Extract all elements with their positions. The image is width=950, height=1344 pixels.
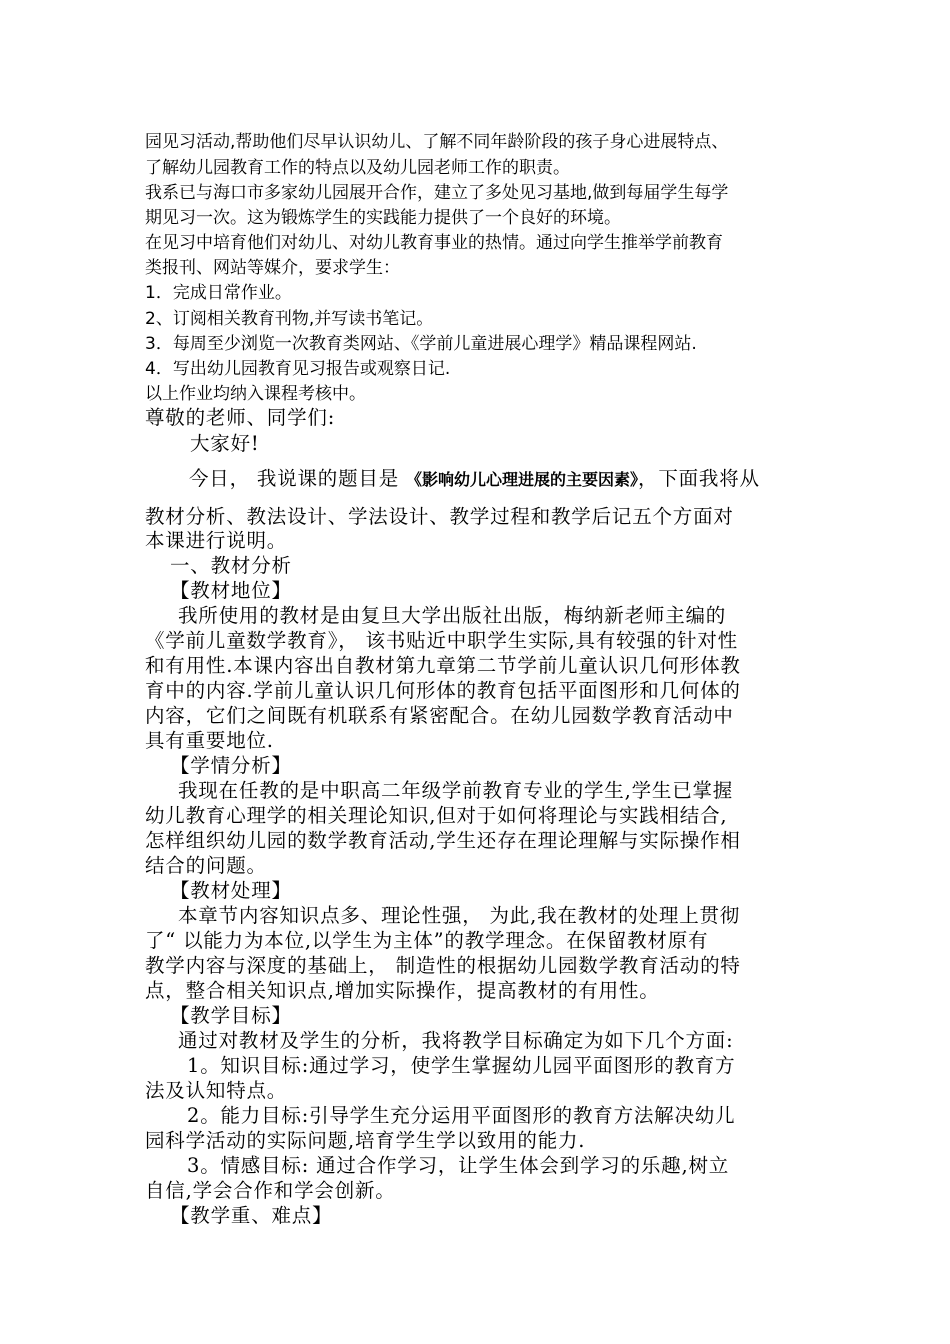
goal-knowledge-line-1: 1。知识目标:通过学习，使学生掌握幼儿园平面图形的教育方 bbox=[187, 1054, 736, 1077]
processing-line-1: 本章节内容知识点多、理论性强， 为此,我在教材的处理上贯彻 bbox=[178, 904, 741, 927]
goal-ability-line-2: 园科学活动的实际问题,培育学生学以致用的能力. bbox=[145, 1129, 586, 1152]
topic-prefix: 今日， 我说课的题目是 bbox=[189, 467, 406, 490]
speech-greeting: 尊敬的老师、同学们: bbox=[145, 406, 336, 429]
topic-title: 《影响幼儿心理进展的主要因素》 bbox=[406, 470, 639, 489]
intro-line-4: 期见习一次。这为锻炼学生的实践能力提供了一个良好的环境。 bbox=[145, 208, 621, 228]
intro-line-closing: 以上作业均纳入课程考核中。 bbox=[145, 384, 366, 404]
processing-line-2: 了“ 以能力为本位,以学生为主体”的教学理念。在保留教材原有 bbox=[145, 929, 709, 952]
students-line-3: 怎样组织幼儿园的数学教育活动,学生还存在理论理解与实际操作相 bbox=[145, 829, 741, 852]
processing-line-4: 点，整合相关知识点,增加实际操作，提高教材的有用性。 bbox=[145, 979, 660, 1002]
students-line-4: 结合的问题。 bbox=[145, 854, 267, 877]
homework-item-4: 4．写出幼儿园教育见习报告或观察日记. bbox=[145, 359, 451, 379]
overview-line-2: 本课进行说明。 bbox=[145, 529, 288, 552]
topic-line bbox=[189, 463, 760, 491]
goal-ability-line-1: 2。能力目标:引导学生充分运用平面图形的教育方法解决幼儿 bbox=[187, 1104, 736, 1127]
position-line-4: 育中的内容.学前儿童认识几何形体的教育包括平面图形和几何体的 bbox=[145, 679, 741, 702]
intro-line-5: 在见习中培育他们对幼儿、对幼儿教育事业的热情。通过向学生推举学前教育 bbox=[145, 233, 723, 253]
goal-emotion-line-2: 自信,学会合作和学会创新。 bbox=[145, 1179, 396, 1202]
intro-line-2: 了解幼儿园教育工作的特点以及幼儿园老师工作的职责。 bbox=[145, 158, 570, 178]
heading-teaching-goals: 【教学目标】 bbox=[170, 1004, 292, 1027]
goal-knowledge-line-2: 法及认知特点。 bbox=[145, 1079, 288, 1102]
intro-line-6: 类报刊、网站等媒介，要求学生： bbox=[145, 258, 400, 278]
students-line-1: 我现在任教的是中职高二年级学前教育专业的学生,学生已掌握 bbox=[178, 779, 734, 802]
homework-item-3: 3．每周至少浏览一次教育类网站、《学前儿童进展心理学》精品课程网站. bbox=[145, 334, 697, 354]
homework-item-1: 1．完成日常作业。 bbox=[145, 283, 292, 303]
position-line-6: 具有重要地位. bbox=[145, 729, 274, 752]
homework-item-2: 2、订阅相关教育刊物,并写读书笔记。 bbox=[145, 309, 434, 329]
heading-student-analysis: 【学情分析】 bbox=[170, 754, 292, 777]
goals-intro: 通过对教材及学生的分析，我将教学目标确定为如下几个方面: bbox=[178, 1029, 734, 1052]
students-line-2: 幼儿教育心理学的相关理论知识,但对于如何将理论与实践相结合, bbox=[145, 804, 728, 827]
topic-suffix: ，下面我将从 bbox=[638, 467, 760, 490]
intro-line-3: 我系已与海口市多家幼儿园展开合作，建立了多处见习基地,做到每届学生每学 bbox=[145, 183, 729, 203]
heading-material-position: 【教材地位】 bbox=[170, 579, 292, 602]
goal-emotion-line-1: 3。情感目标: 通过合作学习，让学生体会到学习的乐趣,树立 bbox=[187, 1154, 730, 1177]
position-line-2: 《学前儿童数学教育》， 该书贴近中职学生实际,具有较强的针对性 bbox=[145, 629, 738, 652]
overview-line-1: 教材分析、教法设计、学法设计、教学过程和教学后记五个方面对 bbox=[145, 505, 734, 528]
position-line-3: 和有用性.本课内容出自教材第九章第二节学前儿童认识几何形体教 bbox=[145, 654, 741, 677]
processing-line-3: 教学内容与深度的基础上， 制造性的根据幼儿园数学教育活动的特 bbox=[145, 954, 741, 977]
speech-hello: 大家好! bbox=[190, 432, 260, 455]
section-heading-materials: 一、教材分析 bbox=[170, 554, 292, 577]
heading-key-points: 【教学重、难点】 bbox=[170, 1204, 333, 1227]
intro-line-1: 园见习活动,帮助他们尽早认识幼儿、了解不同年龄阶段的孩子身心进展特点、 bbox=[145, 132, 729, 152]
heading-material-processing: 【教材处理】 bbox=[170, 879, 292, 902]
position-line-5: 内容，它们之间既有机联系有紧密配合。在幼儿园数学教育活动中 bbox=[145, 704, 734, 727]
position-line-1: 我所使用的教材是由复旦大学出版社出版，梅纳新老师主编的 bbox=[178, 604, 727, 627]
